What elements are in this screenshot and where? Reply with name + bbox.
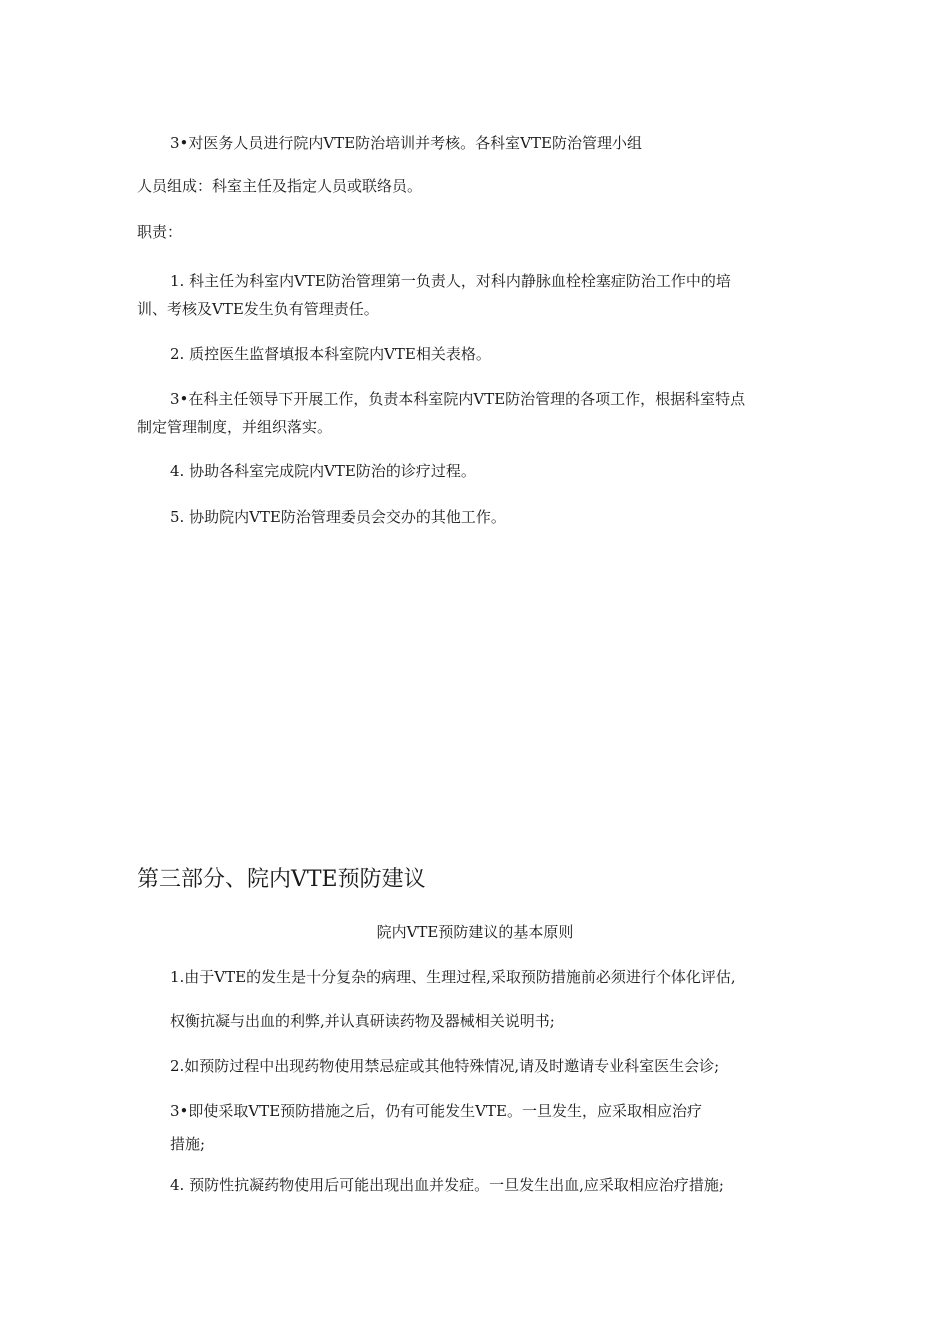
duty-1-line-2: 训、考核及VTE发生负有管理责任。 <box>137 300 379 318</box>
principle-3-line-1: 3•即使采取VTE预防措施之后，仍有可能发生VTE。一旦发生，应采取相应治疗 <box>170 1102 702 1120</box>
principle-1-line-2: 权衡抗凝与出血的利弊,并认真研读药物及器械相关说明书; <box>170 1012 555 1030</box>
principle-4: 4. 预防性抗凝药物使用后可能出现出血并发症。一旦发生出血,应采取相应治疗措施; <box>170 1176 724 1194</box>
duty-5: 5. 协助院内VTE防治管理委员会交办的其他工作。 <box>170 508 506 526</box>
principle-1-line-1: 1.由于VTE的发生是十分复杂的病理、生理过程,采取预防措施前必须进行个体化评估, <box>170 968 736 986</box>
duty-1-line-1: 1. 科主任为科室内VTE防治管理第一负责人，对科内静脉血栓栓塞症防治工作中的培 <box>170 272 731 290</box>
composition-text: 人员组成：科室主任及指定人员或联络员。 <box>137 177 423 195</box>
principle-2: 2.如预防过程中出现药物使用禁忌症或其他特殊情况,请及时邀请专业科室医生会诊; <box>170 1057 720 1075</box>
duty-4: 4. 协助各科室完成院内VTE防治的诊疗过程。 <box>170 462 476 480</box>
duty-2: 2. 质控医生监督填报本科室院内VTE相关表格。 <box>170 345 491 363</box>
section-3-subtitle: 院内VTE预防建议的基本原则 <box>376 923 574 941</box>
duties-label: 职责： <box>137 223 183 241</box>
duty-3-line-1: 3•在科主任领导下开展工作，负责本科室院内VTE防治管理的各项工作，根据科室特点 <box>170 390 746 408</box>
duty-3-line-2: 制定管理制度，并组织落实。 <box>137 418 333 436</box>
section-3-heading: 第三部分、院内VTE预防建议 <box>137 867 426 892</box>
principle-3-line-2: 措施; <box>170 1135 206 1153</box>
item-3-training: 3•对医务人员进行院内VTE防治培训并考核。各科室VTE防治管理小组 <box>170 134 642 152</box>
